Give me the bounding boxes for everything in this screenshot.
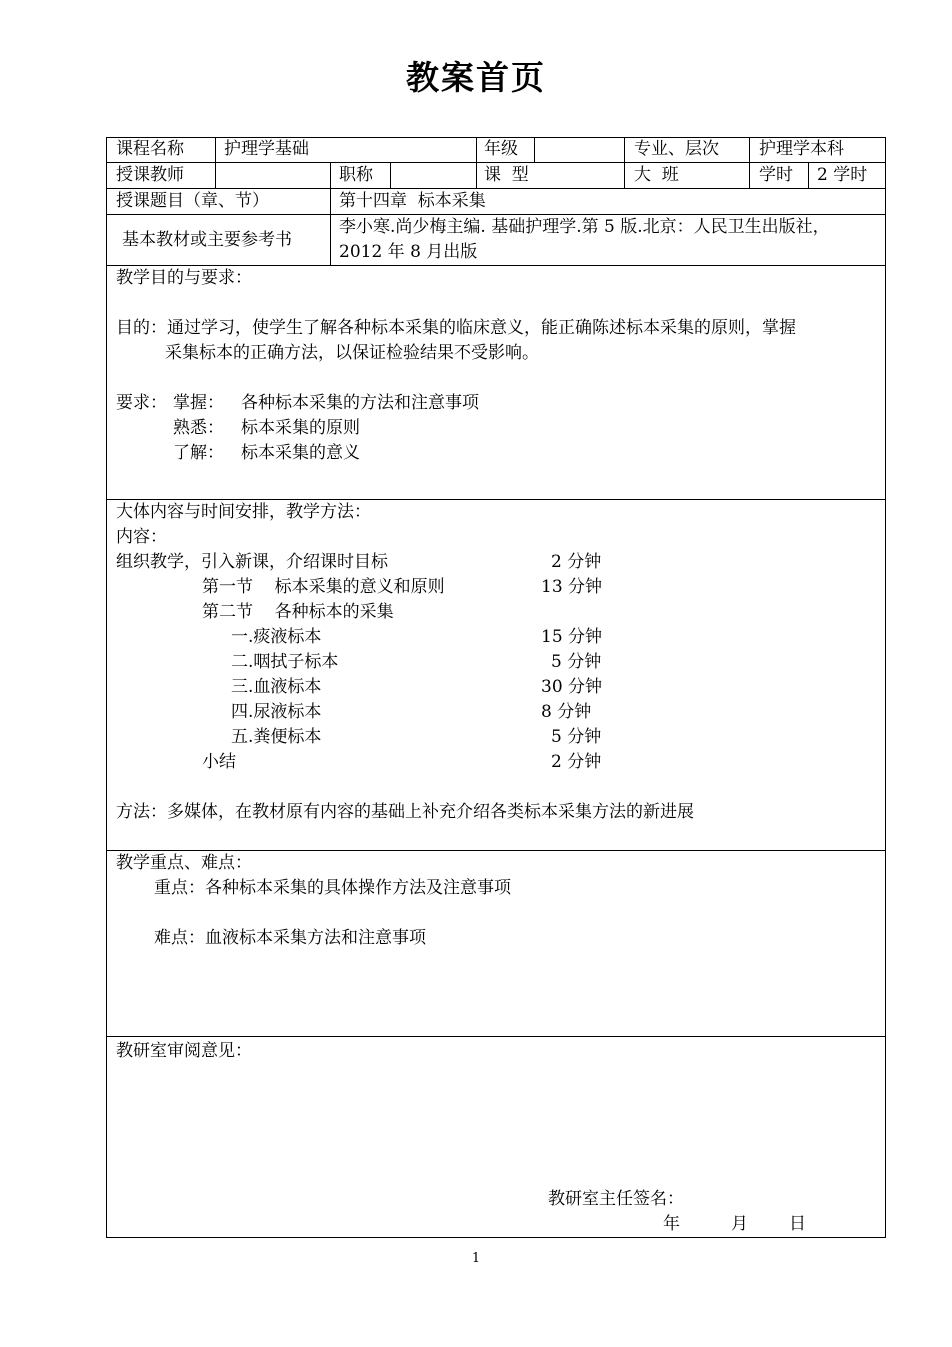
schedule-item-label: 小结 — [202, 752, 236, 772]
schedule-item-label: 组织教学，引入新课，介绍课时目标 — [116, 552, 388, 572]
textbook-line-1: 李小寒.尚少梅主编. 基础护理学.第 5 版.北京：人民卫生出版社， — [339, 217, 830, 237]
schedule-item-time: 5 分钟 — [551, 652, 602, 672]
class-size-value: 大 班 — [634, 165, 679, 185]
schedule-item-time: 30 分钟 — [541, 677, 603, 697]
major-value: 护理学本科 — [759, 139, 844, 159]
schedule-item-time: 15 分钟 — [541, 627, 603, 647]
purpose-line-2: 采集标本的正确方法，以保证检验结果不受影响。 — [165, 343, 539, 363]
date-month-label: 月 — [731, 1214, 748, 1234]
page-title: 教案首页 — [406, 58, 546, 97]
schedule-item-label: 二.咽拭子标本 — [231, 652, 339, 672]
requirement-level: 熟悉： — [173, 418, 224, 438]
schedule-item-label: 第二节 各种标本的采集 — [202, 602, 394, 622]
lesson-type-label: 课 型 — [484, 165, 529, 185]
schedule-item-label: 四.尿液标本 — [231, 702, 322, 722]
schedule-item-time: 8 分钟 — [541, 702, 592, 722]
schedule-item-time: 5 分钟 — [551, 727, 602, 747]
goals-heading: 教学目的与要求： — [116, 268, 252, 288]
teaching-method: 方法：多媒体，在教材原有内容的基础上补充介绍各类标本采集方法的新进展 — [116, 802, 694, 822]
date-year-label: 年 — [663, 1214, 680, 1234]
review-heading: 教研室审阅意见： — [116, 1041, 252, 1061]
schedule-item-label: 一.痰液标本 — [231, 627, 322, 647]
page-number: 1 — [471, 1251, 481, 1266]
schedule-item-time: 2 分钟 — [551, 752, 602, 772]
key-points-heading: 教学重点、难点： — [116, 853, 252, 873]
requirements-prefix: 要求： — [116, 393, 167, 413]
schedule-item-label: 第一节 标本采集的意义和原则 — [202, 577, 445, 597]
content-label: 内容： — [116, 527, 167, 547]
lesson-plan-table — [106, 137, 886, 1238]
textbook-line-2: 2012 年 8 月出版 — [339, 242, 478, 262]
requirement-level: 了解： — [173, 443, 224, 463]
requirement-text: 各种标本采集的方法和注意事项 — [241, 393, 479, 413]
director-signature-label: 教研室主任签名： — [548, 1189, 684, 1209]
schedule-item-label: 五.粪便标本 — [231, 727, 322, 747]
topic-value: 第十四章 标本采集 — [339, 191, 486, 211]
course-name-label: 课程名称 — [116, 139, 184, 159]
major-label: 专业、层次 — [634, 139, 719, 159]
rank-label: 职称 — [339, 165, 373, 185]
requirement-text: 标本采集的原则 — [241, 418, 360, 438]
purpose-line-1: 目的：通过学习，使学生了解各种标本采集的临床意义，能正确陈述标本采集的原则，掌握 — [116, 318, 796, 338]
grade-label: 年级 — [484, 139, 518, 159]
requirement-level: 掌握： — [173, 393, 224, 413]
difficult-point: 难点：血液标本采集方法和注意事项 — [154, 928, 426, 948]
requirement-text: 标本采集的意义 — [241, 443, 360, 463]
topic-label: 授课题目（章、节） — [116, 191, 269, 211]
schedule-item-label: 三.血液标本 — [231, 677, 322, 697]
teacher-label: 授课教师 — [116, 165, 184, 185]
key-point: 重点：各种标本采集的具体操作方法及注意事项 — [154, 878, 511, 898]
schedule-item-time: 13 分钟 — [541, 577, 603, 597]
hours-value: 2 学时 — [817, 165, 868, 185]
content-heading: 大体内容与时间安排，教学方法： — [116, 502, 371, 522]
schedule-item-time: 2 分钟 — [551, 552, 602, 572]
hours-label: 学时 — [759, 165, 793, 185]
date-day-label: 日 — [789, 1214, 806, 1234]
course-name-value: 护理学基础 — [224, 139, 309, 159]
textbook-label: 基本教材或主要参考书 — [122, 230, 292, 250]
